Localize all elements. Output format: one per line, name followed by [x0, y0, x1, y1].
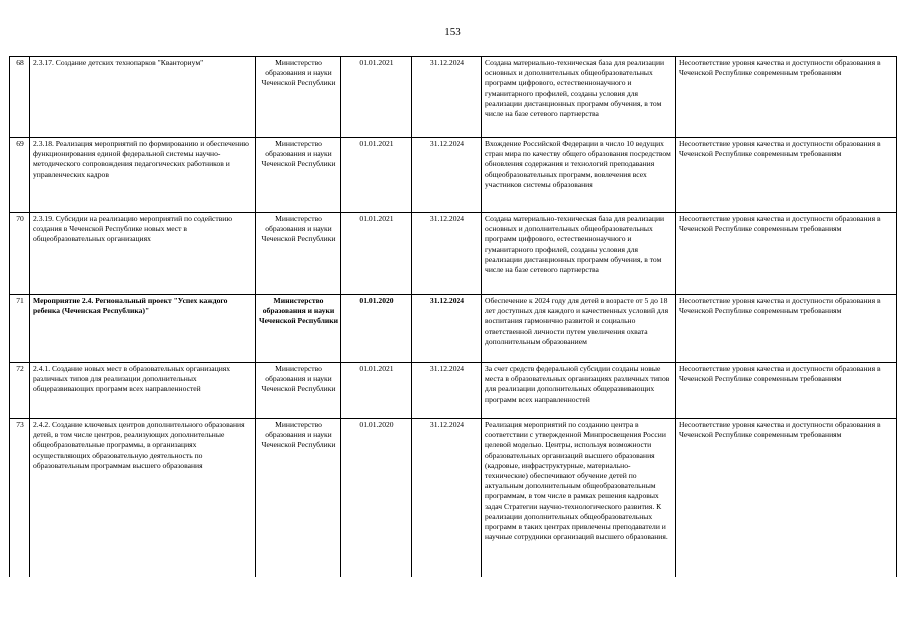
start-date: 01.01.2021 — [341, 213, 412, 295]
consequence: Несоответствие уровня качества и доступности образования в Чеченской Республике современным требованиям — [676, 138, 897, 213]
expected-result: Реализация мероприятий по созданию центра в соответствии с утвержденной Минпросвещения России целевой моделью. Центры, используя возможности образовательных организаций высшего образования (кадровые, инфраструктурные, материально-технические) обеспечивают обучение детей по актуальным дополнительным общеобразовательным программам, в том числе в рамках решения кадровых задач Стратегии научно-технологического развития. К реализации дополнительных общеобразовательных программ в таких центрах привлечены преподаватели и научные сотрудники организаций высшего образования. — [482, 419, 676, 577]
executor: Министерство образования и науки Чеченской Республики — [256, 57, 341, 138]
table-row — [10, 363, 897, 419]
table-row — [10, 213, 897, 295]
expected-result: За счет средств федеральной субсидии созданы новые места в образовательных организациях различных типов для реализации дополнительных общеразвивающих программ всех направленностей — [482, 363, 676, 419]
expected-result: Обеспечение к 2024 году для детей в возрасте от 5 до 18 лет доступных для каждого и качественных условий для воспитания гармонично развитой и социально ответственной личности путем увеличения охвата дополнительным образованием — [482, 295, 676, 363]
start-date: 01.01.2021 — [341, 57, 412, 138]
start-date: 01.01.2020 — [341, 295, 412, 363]
table-row — [10, 138, 897, 213]
activity-name: Мероприятие 2.4. Региональный проект "Успех каждого ребенка (Чеченская Республика)" — [30, 295, 256, 363]
end-date: 31.12.2024 — [412, 419, 482, 577]
consequence: Несоответствие уровня качества и доступности образования в Чеченской Республике современным требованиям — [676, 363, 897, 419]
executor: Министерство образования и науки Чеченской Республики — [256, 419, 341, 577]
executor: Министерство образования и науки Чеченской Республики — [256, 138, 341, 213]
consequence: Несоответствие уровня качества и доступности образования в Чеченской Республике современным требованиям — [676, 419, 897, 577]
consequence: Несоответствие уровня качества и доступности образования в Чеченской Республике современным требованиям — [676, 295, 897, 363]
consequence: Несоответствие уровня качества и доступности образования в Чеченской Республике современным требованиям — [676, 213, 897, 295]
page-number: 153 — [444, 26, 461, 38]
row-number: 72 — [10, 363, 30, 419]
start-date: 01.01.2020 — [341, 419, 412, 577]
activity-name: 2.4.2. Создание ключевых центров дополнительного образования детей, в том числе центров, реализующих дополнительные общеобразовательные программы, в организациях осуществляющих образовательную деятельность по образовательным программам высшего образования — [30, 419, 256, 577]
table-row — [10, 57, 897, 138]
end-date: 31.12.2024 — [412, 213, 482, 295]
row-number: 69 — [10, 138, 30, 213]
consequence: Несоответствие уровня качества и доступности образования в Чеченской Республике современным требованиям — [676, 57, 897, 138]
expected-result: Вхождение Российской Федерации в число 10 ведущих стран мира по качеству общего образования посредством обновления содержания и технологий преподавания общеобразовательных программ, вовлечения всех участников системы образования — [482, 138, 676, 213]
end-date: 31.12.2024 — [412, 295, 482, 363]
executor: Министерство образования и науки Чеченской Республики — [256, 295, 341, 363]
executor: Министерство образования и науки Чеченской Республики — [256, 213, 341, 295]
activity-name: 2.4.1. Создание новых мест в образовательных организациях различных типов для реализации дополнительных общеразвивающих программ всех направленностей — [30, 363, 256, 419]
start-date: 01.01.2021 — [341, 138, 412, 213]
table-row — [10, 419, 897, 577]
program-activities-table — [9, 56, 897, 577]
row-number: 71 — [10, 295, 30, 363]
expected-result: Создана материально-техническая база для реализации основных и дополнительных общеобразовательных программ цифрового, естественнонаучного и гуманитарного профилей, созданы условия для реализации дистанционных программ обучения, в том числе на базе сетевого партнерства — [482, 57, 676, 138]
end-date: 31.12.2024 — [412, 138, 482, 213]
row-number: 70 — [10, 213, 30, 295]
executor: Министерство образования и науки Чеченской Республики — [256, 363, 341, 419]
row-number: 68 — [10, 57, 30, 138]
start-date: 01.01.2021 — [341, 363, 412, 419]
end-date: 31.12.2024 — [412, 57, 482, 138]
activity-name: 2.3.17. Создание детских технопарков "Кванториум" — [30, 57, 256, 138]
row-number: 73 — [10, 419, 30, 577]
end-date: 31.12.2024 — [412, 363, 482, 419]
activity-name: 2.3.19. Субсидии на реализацию мероприятий по содействию создания в Чеченской Республике новых мест в общеобразовательных организациях — [30, 213, 256, 295]
table-row — [10, 295, 897, 363]
activity-name: 2.3.18. Реализация мероприятий по формированию и обеспечению функционирования единой федеральной системы научно-методического сопровождения педагогических работников и управленческих кадров — [30, 138, 256, 213]
expected-result: Создана материально-техническая база для реализации основных и дополнительных общеобразовательных программ цифрового, естественнонаучного и гуманитарного профилей, созданы условия для реализации дистанционных программ обучения, в том числе на базе сетевого партнерства — [482, 213, 676, 295]
